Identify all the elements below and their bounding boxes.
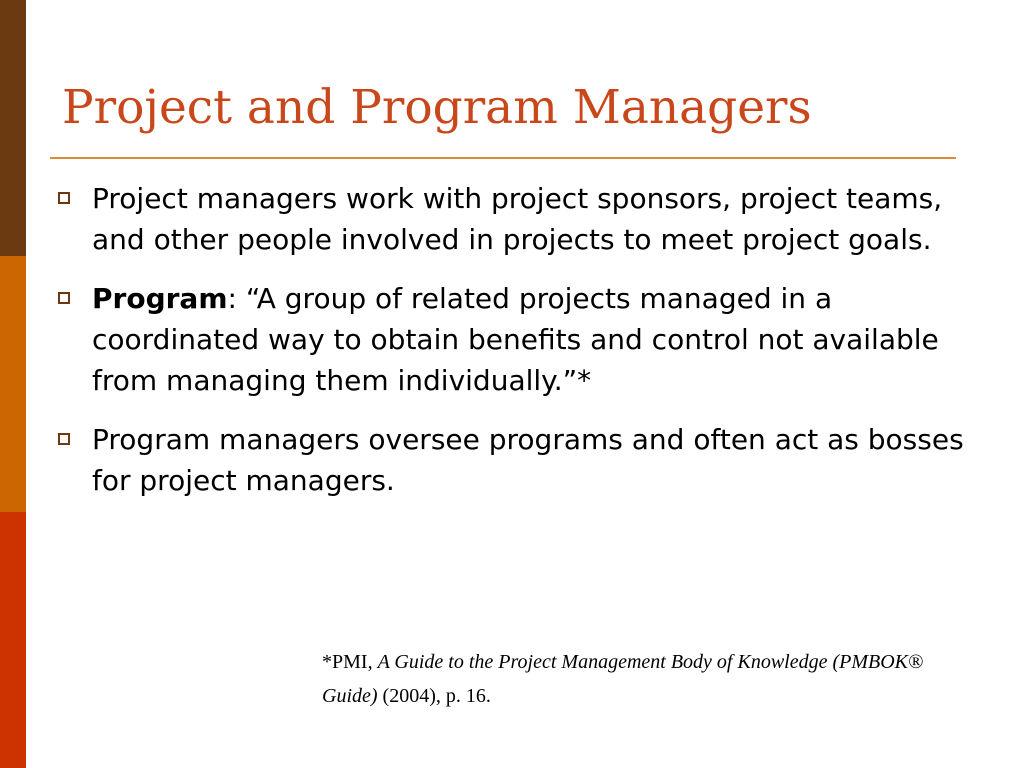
bullet-text: : “A group of related projects managed in a coordinated way to obtain benefits and control not available from managing them individually.”* [92, 282, 939, 397]
bullet-list [52, 178, 992, 519]
slide-title: Project and Program Managers [62, 80, 812, 135]
sidebar-accent-bottom [0, 512, 26, 768]
square-bullet-icon [58, 192, 70, 204]
square-bullet-icon [58, 292, 70, 304]
bullet-text: Program managers oversee programs and often act as bosses for project managers. [92, 423, 964, 497]
title-divider [50, 157, 956, 159]
footnote-prefix: *PMI, [322, 651, 378, 673]
bullet-text: Project managers work with project sponsors, project teams, and other people involved in projects to meet project goals. [92, 182, 943, 256]
footnote [322, 645, 982, 713]
sidebar-accent-middle [0, 256, 26, 512]
footnote-source-title: A Guide to the Project Management Body of Knowledge (PMBOK® Guide) [322, 651, 924, 707]
bullet-term: Program [92, 282, 228, 315]
sidebar-accent-top [0, 0, 26, 256]
square-bullet-icon [58, 433, 70, 445]
footnote-suffix: (2004), p. 16. [377, 685, 491, 707]
bullet-item [52, 419, 992, 501]
bullet-item [52, 178, 992, 260]
bullet-item [52, 278, 992, 401]
